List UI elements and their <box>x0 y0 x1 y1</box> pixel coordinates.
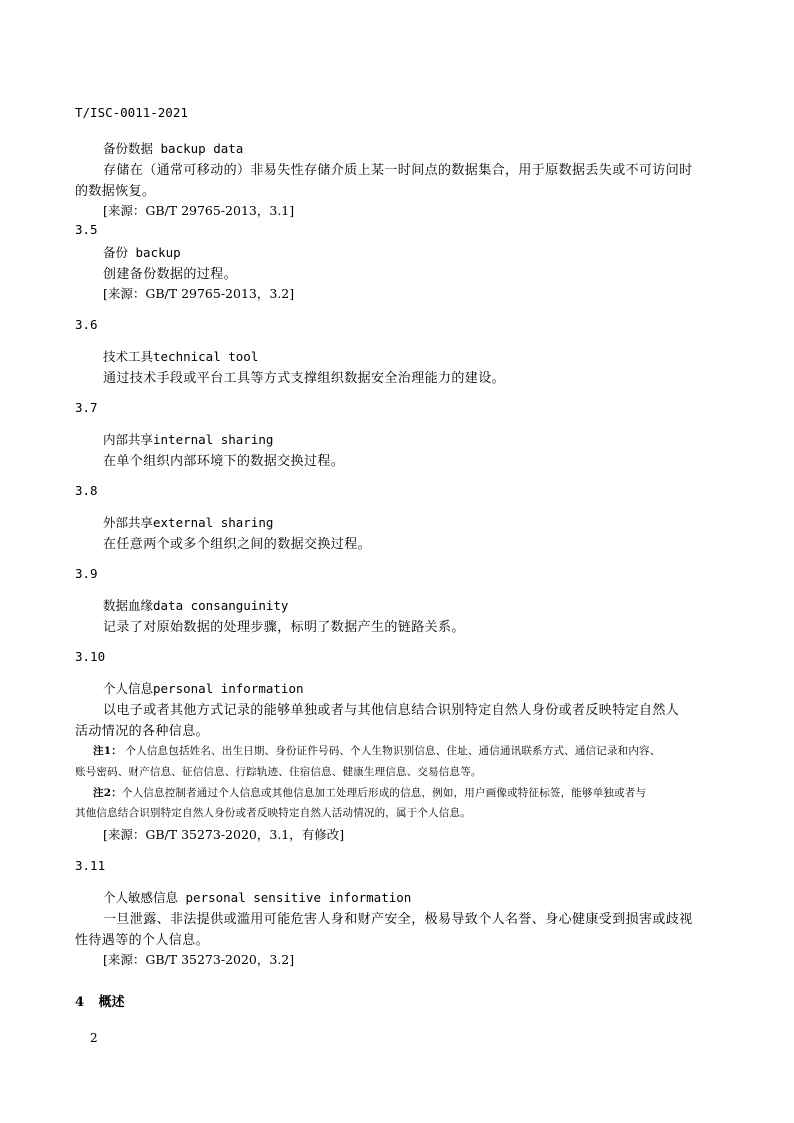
note-2-label: 注2： <box>93 787 122 799</box>
definition-data-consanguinity: 记录了对原始数据的处理步骤，标明了数据产生的链路关系。 <box>103 620 465 635</box>
clause-number-3-6: 3.6 <box>75 317 98 332</box>
definition-backup-data-line1: 存储在（通常可移动的）非易失性存储介质上某一时间点的数据集合，用于原数据丢失或不可访问时 <box>103 163 693 178</box>
note-1-line1 <box>93 743 660 758</box>
note-1-text: 个人信息包括姓名、出生日期、身份证件号码、个人生物识别信息、住址、通信通讯联系方式、通信记录和内容、 <box>125 745 661 757</box>
clause-number-3-5: 3.5 <box>75 222 98 237</box>
note-2-line1 <box>93 785 646 800</box>
term-backup-data: 备份数据 backup data <box>103 141 244 156</box>
definition-personal-sensitive-information-line1: 一旦泄露、非法提供或滥用可能危害人身和财产安全，极易导致个人名誉、身心健康受到损害或歧视 <box>103 912 693 927</box>
term-backup: 备份 backup <box>103 245 181 260</box>
definition-personal-information-line1: 以电子或者其他方式记录的能够单独或者与其他信息结合识别特定自然人身份或者反映特定自然人 <box>103 703 680 718</box>
term-internal-sharing: 内部共享internal sharing <box>103 432 274 447</box>
note-1-line2: 账号密码、财产信息、征信信息、行踪轨迹、住宿信息、健康生理信息、交易信息等。 <box>75 766 482 778</box>
document-id-header: T/ISC-0011-2021 <box>75 105 188 120</box>
note-2-line2: 其他信息结合识别特定自然人身份或者反映特定自然人活动情况的，属于个人信息。 <box>75 807 471 819</box>
clause-number-3-11: 3.11 <box>75 858 106 873</box>
term-data-consanguinity: 数据血缘data consanguinity <box>103 598 289 613</box>
source-personal-information: [来源：GB/T 35273-2020，3.1，有修改] <box>103 827 345 842</box>
page-number: 2 <box>90 1031 98 1045</box>
clause-number-3-9: 3.9 <box>75 566 98 581</box>
definition-external-sharing: 在任意两个或多个组织之间的数据交换过程。 <box>103 537 372 552</box>
definition-backup-data-line2: 的数据恢复。 <box>75 184 156 199</box>
definition-backup: 创建备份数据的过程。 <box>103 267 238 282</box>
source-backup: [来源：GB/T 29765-2013，3.2] <box>103 286 295 301</box>
source-backup-data: [来源：GB/T 29765-2013，3.1] <box>103 203 295 218</box>
note-2-text: 个人信息控制者通过个人信息或其他信息加工处理后形成的信息，例如，用户画像或特征标签，能够单独或者与 <box>121 787 647 799</box>
source-personal-sensitive-information: [来源：GB/T 35273-2020，3.2] <box>103 952 295 967</box>
section-title: 概述 <box>98 995 125 1010</box>
note-1-label: 注1： <box>93 745 122 757</box>
clause-number-3-10: 3.10 <box>75 649 106 664</box>
definition-personal-sensitive-information-line2: 性待遇等的个人信息。 <box>75 933 210 948</box>
section-number: 4 <box>75 995 85 1010</box>
section-heading-4 <box>75 991 125 1010</box>
term-personal-information: 个人信息personal information <box>103 681 304 696</box>
definition-technical-tool: 通过技术手段或平台工具等方式支撑组织数据安全治理能力的建设。 <box>103 371 506 386</box>
term-technical-tool: 技术工具technical tool <box>103 349 259 364</box>
term-external-sharing: 外部共享external sharing <box>103 515 274 530</box>
definition-personal-information-line2: 活动情况的各种信息。 <box>75 724 210 739</box>
clause-number-3-7: 3.7 <box>75 400 98 415</box>
term-personal-sensitive-information: 个人敏感信息 personal sensitive information <box>103 890 412 905</box>
clause-number-3-8: 3.8 <box>75 483 98 498</box>
definition-internal-sharing: 在单个组织内部环境下的数据交换过程。 <box>103 454 345 469</box>
